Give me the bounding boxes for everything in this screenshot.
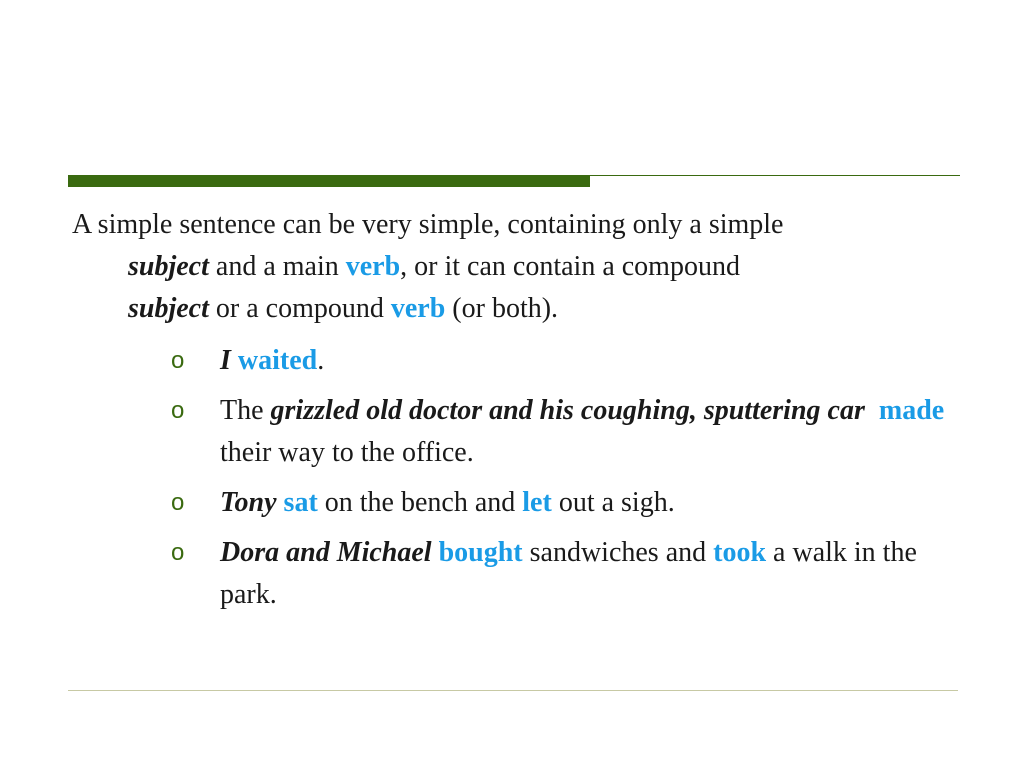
intro-text: and a main	[208, 251, 346, 282]
example-verb: made	[878, 395, 945, 426]
subject-term: subject	[128, 251, 209, 282]
bullet-icon: o	[171, 489, 185, 516]
bullet-icon: o	[171, 539, 185, 566]
slide-body	[72, 204, 952, 624]
bullet-icon: o	[171, 397, 185, 424]
example-text: their way to the office.	[220, 437, 474, 468]
example-item	[72, 340, 952, 382]
example-subject: Dora and Michael	[220, 537, 432, 568]
example-text: The	[220, 395, 271, 426]
intro-text: , or it can contain a compound	[400, 251, 740, 282]
example-item	[72, 390, 952, 474]
title-rule-thick	[68, 175, 590, 187]
example-verb: waited	[237, 345, 318, 376]
title-rule-thin	[590, 175, 960, 176]
example-verb: sat	[283, 487, 318, 518]
example-subject: Tony	[220, 487, 277, 518]
example-subject: grizzled old doctor and his coughing, sputtering car	[270, 395, 865, 426]
bullet-icon: o	[171, 347, 185, 374]
intro-text: or a compound	[208, 293, 391, 324]
example-list	[72, 340, 952, 616]
example-text: out a sigh.	[551, 487, 675, 518]
example-verb: took	[713, 537, 767, 568]
example-text: on the bench and	[317, 487, 523, 518]
verb-term: verb	[390, 293, 446, 324]
example-item	[72, 482, 952, 524]
intro-text: (or both).	[445, 293, 559, 324]
verb-term: verb	[345, 251, 401, 282]
example-subject: I	[220, 345, 231, 376]
example-verb: let	[522, 487, 552, 518]
footer-rule	[68, 690, 958, 691]
subject-term: subject	[128, 293, 209, 324]
intro-paragraph	[72, 204, 952, 330]
example-item	[72, 532, 952, 616]
example-text: .	[317, 345, 325, 376]
example-text: sandwiches and	[522, 537, 714, 568]
intro-text: A simple sentence can be very simple, containing only a simple	[72, 209, 784, 240]
example-text: a walk in the park.	[220, 537, 917, 610]
example-verb: bought	[438, 537, 523, 568]
